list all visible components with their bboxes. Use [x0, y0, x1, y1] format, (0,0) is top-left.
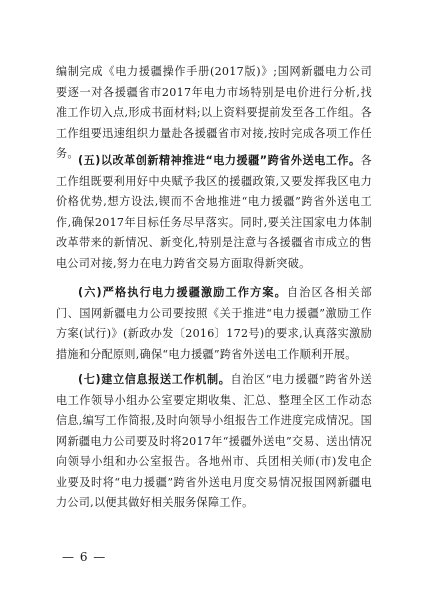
section-heading: (五)以改革创新精神推进“电力援疆”跨省外送电工作。	[78, 154, 361, 167]
paragraph-body: 自治区各相关部门、国网新疆电力公司要按照《关于推进“电力援疆”激励工作方案(试行)》(新政办发〔2016〕172号)的要求,认真落实激励措施和分配原则,确保“电力援疆”跨省外送电工作顺利开展。	[56, 286, 372, 361]
page-number: — 6 —	[62, 550, 107, 564]
paragraph-body: 自治区“电力援疆”跨省外送电工作领导小组办公室要定期收集、汇总、整理全区工作动态信息,编写工作简报,及时向领导小组报告工作进度完成情况。国网新疆电力公司要及时将2017年“援疆外送电”交易、送出情况向领导小组和办公室报告。各地州市、兵团相关师(市)发电企业要及时将“电力援疆”跨省外送电月度交易情况报国网新疆电力公司,以便其做好相关服务保障工作。	[56, 373, 372, 509]
section-heading: (六)严格执行电力援疆激励工作方案。	[78, 286, 287, 299]
paragraph-section-7	[56, 370, 372, 514]
paragraph-section-6	[56, 283, 372, 365]
paragraph-body: 各工作组既要利用好中央赋予我区的援疆政策,又要发挥我区电力价格优势,想方设法,锲而不舍地推进“电力援疆”跨省外送电工作,确保2017年目标任务尽早落实。同时,要关注国家电力体制改革带来的新情况、新变化,特别是注意与各援疆省市成立的售电公司对接,努力在电力跨省交易方面取得新突破。	[56, 154, 372, 270]
paragraph-continuation	[56, 62, 372, 165]
section-heading: (七)建立信息报送工作机制。	[78, 373, 231, 386]
paragraph-body: 编制完成《电力援疆操作手册(2017版)》;国网新疆电力公司要逐一对各援疆省市2017年电力市场特别是电价进行分析,找准工作切入点,形成书面材料;以上资料要提前发至各工作组。各工作组要迅速组织力量赴各援疆省市对接,按时完成各项工作任务。	[56, 65, 372, 160]
paragraph-section-5	[56, 151, 372, 274]
